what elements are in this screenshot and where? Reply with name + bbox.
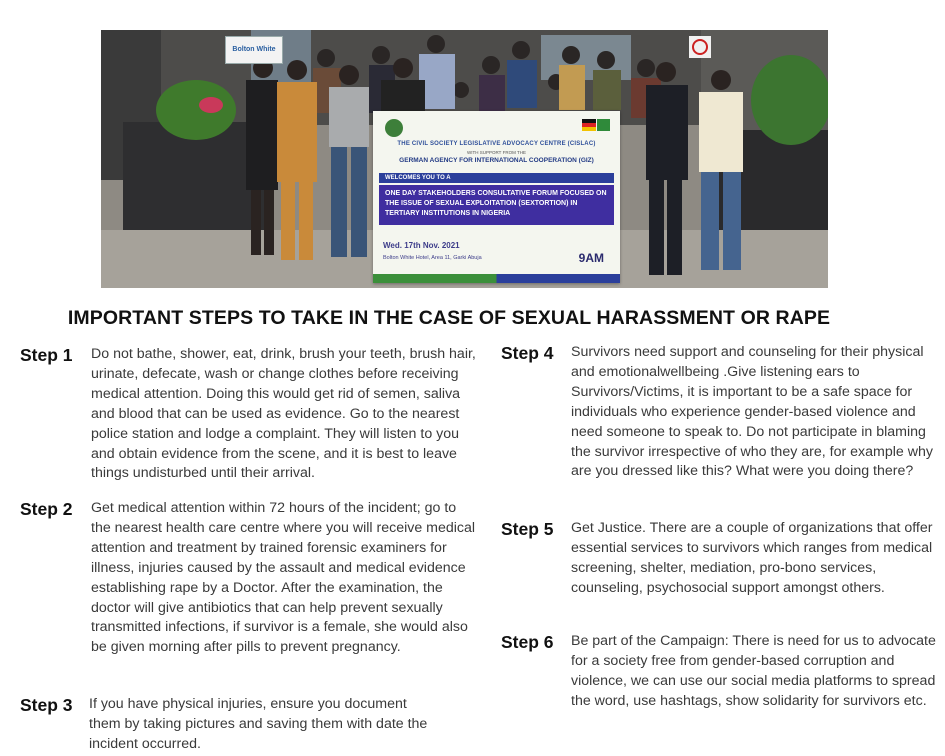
step-6-label: Step 6 [501,632,554,652]
step-4-text: Survivors need support and counseling for their physical and emotionalwellbeing .Give listening ears to Survivors/Victims, it is important to be a safe space for individuals who experience gender-based violence and need someone to speak to. Do not participate in blaming the survivor irrespective of who they are, for example why are you dressed like this? What were you doing there? [571,344,933,480]
page-title: IMPORTANT STEPS TO TAKE IN THE CASE OF SEXUAL HARASSMENT OR RAPE [67,307,831,329]
step-5-text: Get Justice. There are a couple of organizations that offer essential services to survivors which ranges from medical screening, shelter, mediation, pro-bono services, counseling, psychosocial support amongst others. [571,520,933,596]
giz-flag-icon [582,119,610,131]
step-6-text: Be part of the Campaign: There is need for us to advocate for a society free from gender-based corruption and violence, we can use our social media platforms to spread the word, use hashtags, show solidarity for survivors etc. [571,633,936,709]
banner-welcome-line: WELCOMES YOU TO A [379,173,614,183]
cislac-logo-icon [385,119,403,137]
step-5 [501,519,943,599]
step-6 [501,632,943,712]
banner-forum-line: ONE DAY STAKEHOLDERS CONSULTATIVE FORUM FOCUSED ON THE ISSUE OF SEXUAL EXPLOITATION (SEXTORTION) IN TERTIARY INSTITUTIONS IN NIGERIA [379,185,614,225]
step-1-text: Do not bathe, shower, eat, drink, brush your teeth, brush hair, urinate, defecate, wash or change clothes before receiving medical attention. Doing this would get rid of semen, saliva and blood that can be used as evidence. Go to the nearest police station and lodge a complaint. They will listen to you and obtain evidence from the scene, and it is best to leave things undisturbed until their arrival. [91,346,476,482]
banner-color-strip [373,274,620,283]
banner-org-line: THE CIVIL SOCIETY LEGISLATIVE ADVOCACY CENTRE (CISLAC) [397,141,596,147]
step-1-label: Step 1 [20,345,73,365]
step-3 [20,695,434,755]
banner-agency-line: GERMAN AGENCY FOR INTERNATIONAL COOPERATION (GIZ) [399,157,594,164]
event-banner [373,111,620,283]
step-3-label: Step 3 [20,695,73,715]
hotel-sign-text: Bolton White [232,46,276,53]
banner-date: Wed. 17th Nov. 2021 [383,241,460,250]
banner-support-line: WITH SUPPORT FROM THE [466,150,526,155]
step-4 [501,343,943,482]
step-5-label: Step 5 [501,519,554,539]
banner-venue: Bolton White Hotel, Area 11, Garki Abuja [383,255,482,261]
step-4-label: Step 4 [501,343,554,363]
step-2 [20,499,479,658]
step-1 [20,345,479,484]
banner-time: 9AM [578,251,604,265]
hotel-sign [225,36,283,64]
group-photo [101,30,828,288]
step-3-text: If you have physical injuries, ensure you document them by taking pictures and saving them with date the incident occurred. [89,696,428,752]
step-2-label: Step 2 [20,499,73,519]
step-2-text: Get medical attention within 72 hours of the incident; go to the nearest health care centre where you will receive medical attention and treatment by trained forensic examiners for illness, injuries caused by the assault and medical evidence establishing rape by a Doctor. After the examination, the doctor will give antibiotics that can help prevent sexually transmitted infections, if survivor is a female, she would also be given morning after pills to prevent pregnancy. [91,500,476,656]
